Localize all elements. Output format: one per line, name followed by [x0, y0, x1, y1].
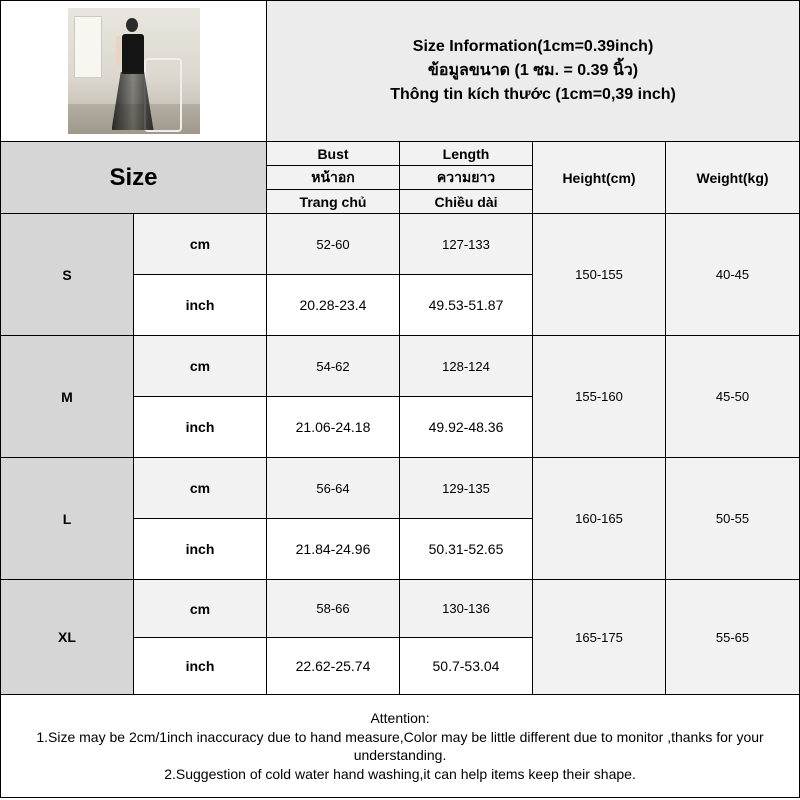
bust-inch-value: 21.06-24.18	[267, 397, 400, 458]
height-value: 160-165	[533, 458, 666, 580]
bust-inch-value: 20.28-23.4	[267, 275, 400, 336]
size-s-label: S	[1, 214, 134, 336]
weight-value: 50-55	[666, 458, 800, 580]
length-header-th: ความยาว	[400, 166, 533, 190]
unit-inch-label: inch	[134, 397, 267, 458]
length-inch-value: 50.31-52.65	[400, 519, 533, 580]
height-value: 165-175	[533, 580, 666, 695]
size-l-label: L	[1, 458, 134, 580]
height-value: 155-160	[533, 336, 666, 458]
length-cm-value: 127-133	[400, 214, 533, 275]
bust-inch-value: 22.62-25.74	[267, 638, 400, 695]
bust-cm-value: 56-64	[267, 458, 400, 519]
length-header-vi: Chiều dài	[400, 190, 533, 214]
length-inch-value: 49.53-51.87	[400, 275, 533, 336]
length-cm-value: 129-135	[400, 458, 533, 519]
unit-inch-label: inch	[134, 275, 267, 336]
length-header-en: Length	[400, 142, 533, 166]
title-english: Size Information(1cm=0.39inch)	[412, 38, 654, 55]
size-header: Size	[1, 142, 267, 214]
weight-value: 40-45	[666, 214, 800, 336]
weight-value: 55-65	[666, 580, 800, 695]
weight-value: 45-50	[666, 336, 800, 458]
title-thai: ข้อมูลขนาด (1 ซม. = 0.39 นิ้ว)	[427, 62, 639, 79]
bust-cm-value: 54-62	[267, 336, 400, 397]
unit-cm-label: cm	[134, 458, 267, 519]
notes-line-2: 2.Suggestion of cold water hand washing,it can help items keep their shape.	[164, 765, 636, 782]
size-xl-label: XL	[1, 580, 134, 695]
unit-inch-label: inch	[134, 519, 267, 580]
length-cm-value: 128-124	[400, 336, 533, 397]
bust-header-vi: Trang chủ	[267, 190, 400, 214]
product-photo-cell	[1, 1, 267, 142]
unit-inch-label: inch	[134, 638, 267, 695]
product-photo	[68, 8, 200, 134]
notes-heading: Attention:	[370, 710, 430, 726]
length-cm-value: 130-136	[400, 580, 533, 638]
length-inch-value: 49.92-48.36	[400, 397, 533, 458]
title-vietnamese: Thông tin kích thước (1cm=0,39 inch)	[390, 86, 676, 103]
unit-cm-label: cm	[134, 214, 267, 275]
bust-header-en: Bust	[267, 142, 400, 166]
title-cell	[267, 1, 800, 142]
notes-line-1: 1.Size may be 2cm/1inch inaccuracy due to hand measure,Color may be little different due to monitor ,thanks for your understanding.	[36, 728, 764, 763]
weight-header: Weight(kg)	[666, 142, 800, 214]
height-header: Height(cm)	[533, 142, 666, 214]
bust-cm-value: 52-60	[267, 214, 400, 275]
bust-cm-value: 58-66	[267, 580, 400, 638]
bust-header-th: หน้าอก	[267, 166, 400, 190]
bust-inch-value: 21.84-24.96	[267, 519, 400, 580]
length-inch-value: 50.7-53.04	[400, 638, 533, 695]
attention-notes	[1, 695, 800, 798]
unit-cm-label: cm	[134, 336, 267, 397]
unit-cm-label: cm	[134, 580, 267, 638]
size-m-label: M	[1, 336, 134, 458]
height-value: 150-155	[533, 214, 666, 336]
